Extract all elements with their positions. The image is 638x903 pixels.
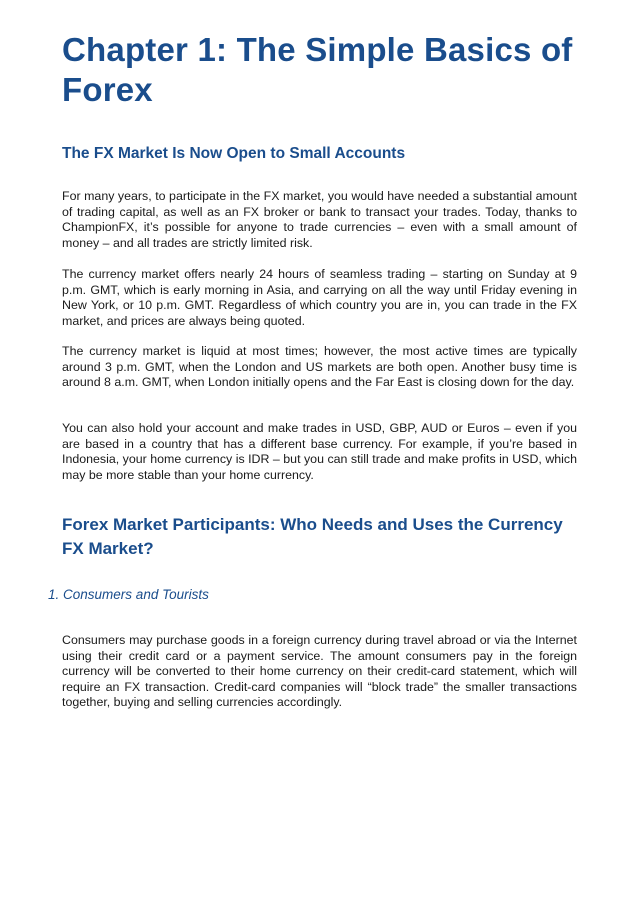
paragraph-trading-capital: For many years, to participate in the FX market, you would have needed a substantial amount of trading capital, as well as an FX broker or bank to transact your trades. Today, thanks to ChampionFX, it’s possible for anyone to trade currencies – even with a small amount of money – and all trades are strictly limited risk. [62,189,577,250]
section-heading-participants: Forex Market Participants: Who Needs and Uses the Currency FX Market? [62,515,563,558]
paragraph-liquidity: The currency market is liquid at most times; however, the most active times are typically around 3 p.m. GMT, when the London and US markets are both open. Another busy time is around 8 a.m. GMT, when London initially opens and the Far East is closing down for the day. [62,344,577,390]
list-item-label: Consumers and Tourists [63,587,209,602]
chapter-title: Chapter 1: The Simple Basics of Forex [62,31,573,108]
section-heading-small-accounts: The FX Market Is Now Open to Small Accounts [62,145,406,162]
list-item-consumers [48,586,209,604]
paragraph-consumers: Consumers may purchase goods in a foreign currency during travel abroad or via the Internet using their credit card or a payment service. The amount consumers pay in the foreign currency will be converted to their home currency on their credit-card statement, which will require an FX transaction. Credit-card companies will “block trade” the smaller transactions together, buying and selling currencies accordingly. [62,633,577,710]
paragraph-trading-hours: The currency market offers nearly 24 hours of seamless trading – starting on Sunday at 9 p.m. GMT, which is early morning in Asia, and carrying on all the way until Friday evening in New York, or 10 p.m. GMT. Regardless of which country you are in, you can trade in the FX market, and prices are always being quoted. [62,267,577,328]
list-item-number: 1. [48,587,60,602]
paragraph-account-currency: You can also hold your account and make trades in USD, GBP, AUD or Euros – even if you are based in a country that has a different base currency. For example, if you’re based in Indonesia, your home currency is IDR – but you can still trade and make profits in USD, which may be more stable than your home currency. [62,421,577,482]
